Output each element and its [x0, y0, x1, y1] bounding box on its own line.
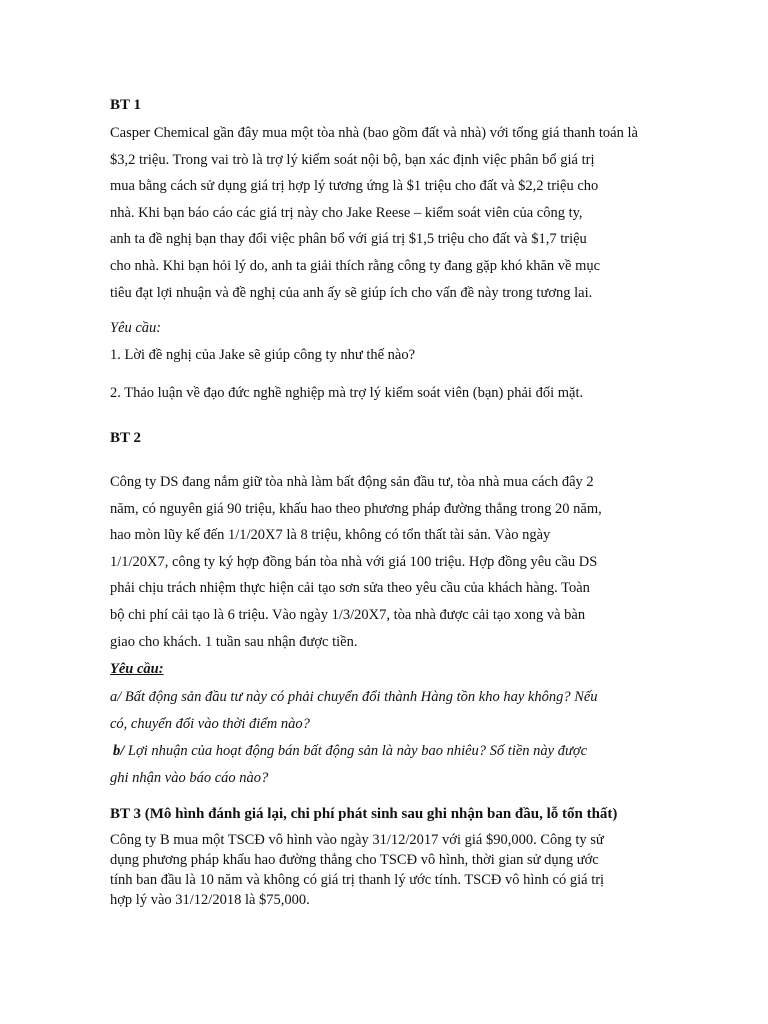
bt3-line: dụng phương pháp khấu hao đường thẳng cho TSCĐ vô hình, thời gian sử dụng ước [110, 852, 599, 868]
bt2-line: giao cho khách. 1 tuần sau nhận được tiền. [110, 633, 358, 650]
bt2-question-a [110, 684, 658, 737]
bt2-question-b [110, 738, 661, 791]
bt2-question-b-line [113, 738, 661, 765]
bt3-line: Công ty B mua một TSCĐ vô hình vào ngày 31/12/2017 với giá $90,000. Công ty sử [110, 832, 604, 848]
bt1-question-1: 1. Lời đề nghị của Jake sẽ giúp công ty như thế nào? [110, 347, 416, 363]
bt2-line: hao mòn lũy kế đến 1/1/20X7 là 8 triệu, không có tổn thất tài sản. Vào ngày [110, 527, 551, 544]
bt1-line: mua bằng cách sử dụng giá trị hợp lý tương ứng là $1 triệu cho đất và $2,2 triệu cho [110, 178, 599, 195]
bt2-question-a-text: Bất động sản đầu tư này có phải chuyển đổi thành Hàng tồn kho hay không? Nếu [121, 689, 598, 705]
bt2-line: Công ty DS đang nắm giữ tòa nhà làm bất động sản đầu tư, tòa nhà mua cách đây 2 [110, 474, 594, 490]
bt1-line: $3,2 triệu. Trong vai trò là trợ lý kiểm soát nội bộ, bạn xác định việc phân bổ giá trị [110, 151, 595, 168]
bt2-requirement-label: Yêu cầu: [110, 661, 164, 677]
bt1-line: anh ta đề nghị bạn thay đổi việc phân bổ với giá trị $1,5 triệu cho đất và $1,7 triệu [110, 231, 587, 248]
bt2-question-a-prefix: a/ [110, 689, 122, 705]
bt2-line: năm, có nguyên giá 90 triệu, khấu hao theo phương pháp đường thẳng trong 20 năm, [110, 500, 602, 517]
bt3-heading: BT 3 (Mô hình đánh giá lại, chi phí phát sinh sau ghi nhận ban đầu, lỗ tổn thất) [110, 806, 618, 822]
bt2-question-b-prefix: b/ [113, 743, 125, 759]
bt3-line: hợp lý vào 31/12/2018 là $75,000. [110, 892, 310, 908]
bt1-line: nhà. Khi bạn báo cáo các giá trị này cho Jake Reese – kiểm soát viên của công ty, [110, 204, 583, 221]
bt1-requirement-label: Yêu cầu: [110, 320, 162, 336]
bt1-line: cho nhà. Khi bạn hỏi lý do, anh ta giải thích rằng công ty đang gặp khó khăn về mục [110, 257, 601, 274]
bt1-heading: BT 1 [110, 97, 141, 113]
bt1-paragraph [110, 120, 658, 306]
bt1-line: tiêu đạt lợi nhuận và đề nghị của anh ấy sẽ giúp ích cho vấn đề này trong tương lai. [110, 284, 593, 301]
bt2-paragraph [110, 469, 658, 655]
bt2-line: phải chịu trách nhiệm thực hiện cải tạo sơn sửa theo yêu cầu của khách hàng. Toàn [110, 580, 590, 597]
bt1-line: Casper Chemical gần đây mua một tòa nhà (bao gồm đất và nhà) với tổng giá thanh toán là [110, 125, 638, 141]
bt2-heading: BT 2 [110, 430, 141, 446]
bt3-line: tính ban đầu là 10 năm và không có giá trị thanh lý ước tính. TSCĐ vô hình có giá trị [110, 872, 605, 888]
bt1-question-2: 2. Thảo luận về đạo đức nghề nghiệp mà trợ lý kiểm soát viên (bạn) phải đối mặt. [110, 385, 584, 401]
bt2-line: 1/1/20X7, công ty ký hợp đồng bán tòa nhà với giá 100 triệu. Hợp đồng yêu cầu DS [110, 553, 598, 570]
bt2-question-b-line: ghi nhận vào báo cáo nào? [110, 769, 269, 786]
bt2-line: bộ chi phí cải tạo là 6 triệu. Vào ngày 1/3/20X7, tòa nhà được cải tạo xong và bàn [110, 606, 586, 623]
bt2-question-b-text: Lợi nhuận của hoạt động bán bất động sản là này bao nhiêu? Số tiền này được [124, 743, 588, 759]
bt2-question-a-line: có, chuyển đổi vào thời điểm nào? [110, 715, 310, 732]
bt2-question-a-line [110, 684, 658, 711]
bt3-paragraph [110, 830, 658, 910]
